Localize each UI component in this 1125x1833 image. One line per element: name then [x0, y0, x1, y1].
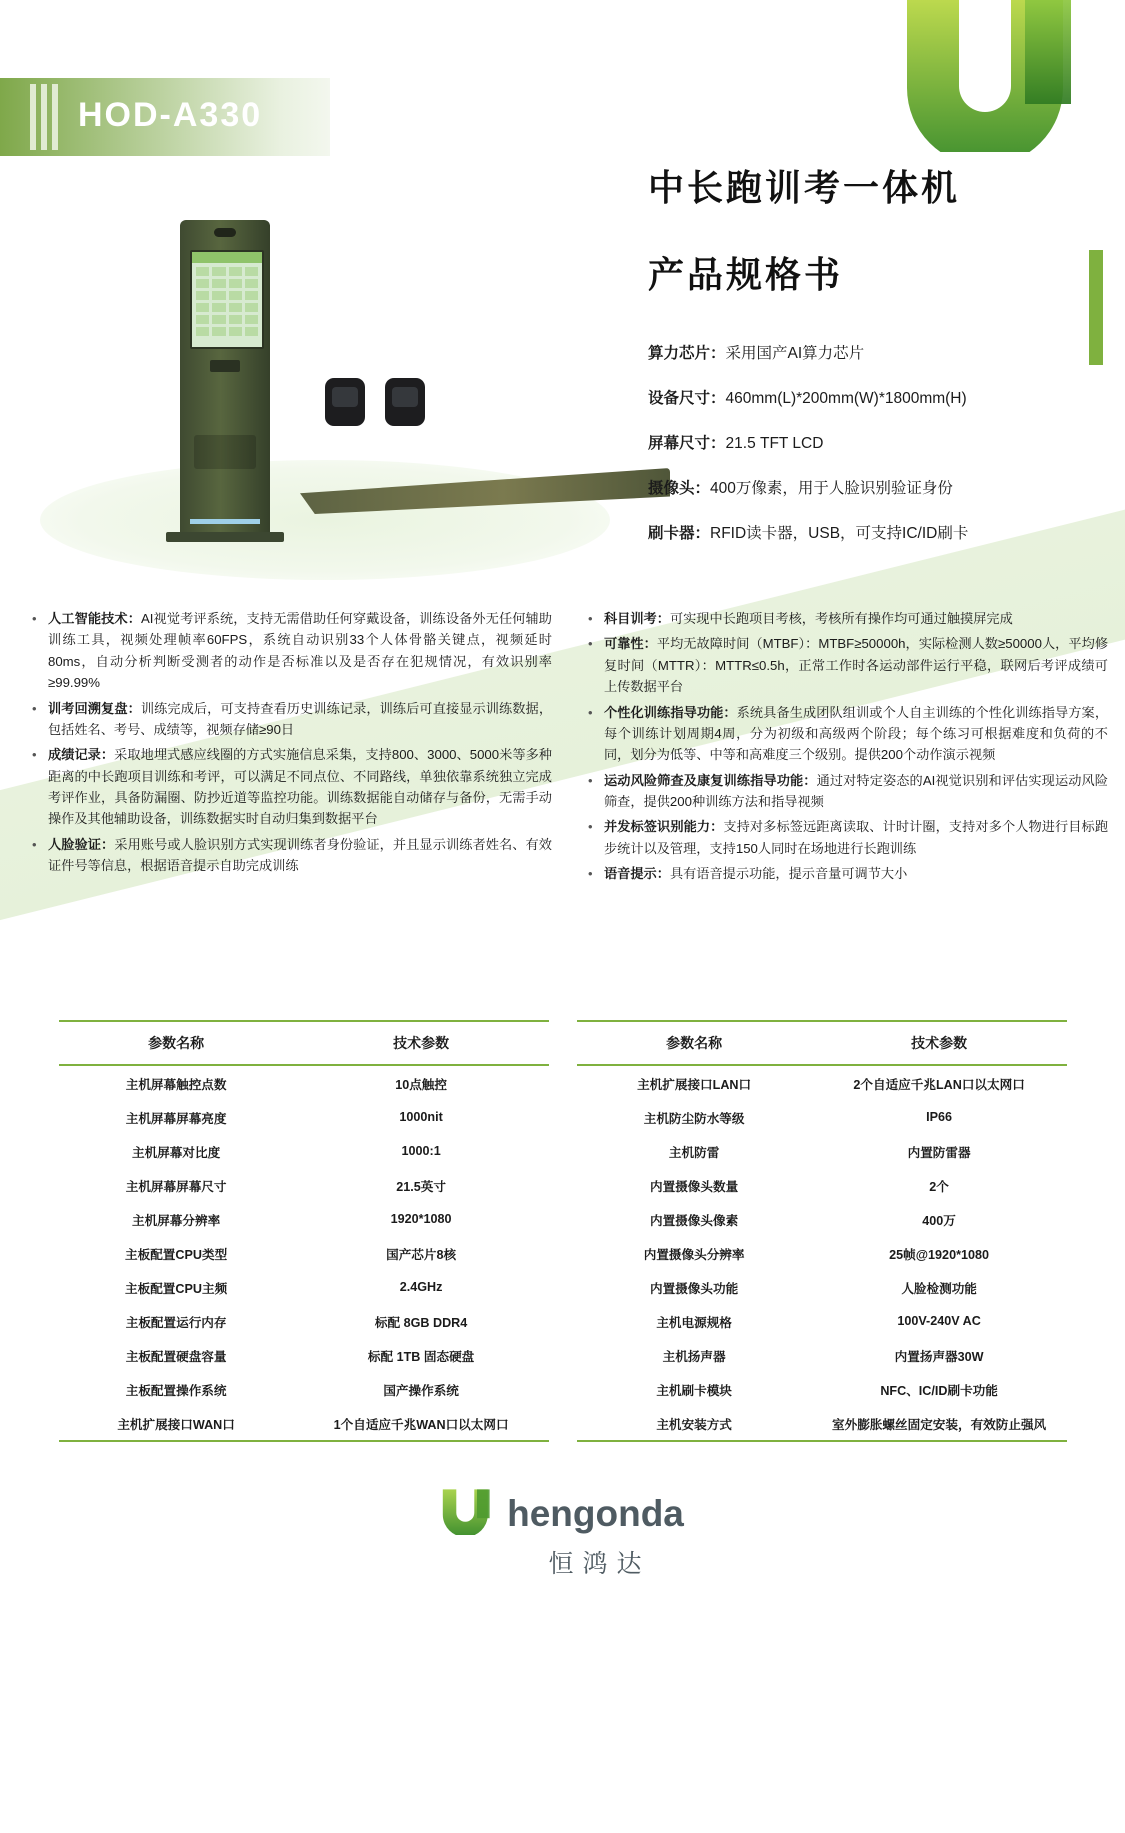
table-row	[59, 1338, 549, 1372]
feature-label: 科目训考：	[604, 611, 670, 626]
cell-name: 内置摄像头数量	[650, 1179, 739, 1194]
feature-label: 成绩记录：	[48, 747, 115, 763]
cell-name: 内置摄像头分辨率	[643, 1247, 745, 1262]
spec-item	[648, 522, 1088, 546]
feature-label: 语音提示：	[604, 866, 670, 882]
cell-value: 400万	[922, 1213, 956, 1228]
column-header-name: 参数名称	[59, 1021, 294, 1065]
table-row	[59, 1406, 549, 1441]
list-item	[32, 608, 552, 694]
bullet-icon: •	[32, 836, 37, 852]
cell-name: 内置摄像头功能	[650, 1281, 739, 1296]
spec-item-label: 刷卡器：	[648, 525, 711, 543]
feature-label: 训考回溯复盘：	[48, 700, 141, 716]
feature-text: 支持对多标签远距离读取、计时计圈，支持对多个人物进行目标跑步统计以及管理，支持150人同时在场地进行长跑训练	[604, 819, 1109, 856]
brand-name-cn: 恒鸿达	[548, 1550, 651, 1578]
feature-text: 系统具备生成团队组训或个人自主训练的个性化训练指导方案，每个训练计划周期4周，分为初级和高级两个阶段；每个练习可根据难度和负荷的不同，划分为低等、中等和高难度三个级别。提供200个动作演示视频	[604, 704, 1109, 763]
table-header-row	[577, 1021, 1067, 1065]
cell-value: 2.4GHz	[399, 1280, 443, 1294]
spec-sheet-title: 产品规格书	[648, 254, 844, 295]
table-row	[577, 1168, 1067, 1202]
cell-name: 主机屏幕屏幕亮度	[125, 1111, 227, 1126]
table-row	[59, 1134, 549, 1168]
table-header-row	[59, 1021, 549, 1065]
feature-label: 运动风险筛查及康复训练指导功能：	[604, 772, 817, 788]
table-row	[577, 1304, 1067, 1338]
bullet-icon: •	[588, 819, 593, 835]
cell-value: IP66	[926, 1110, 953, 1124]
cell-name: 主机扩展接口WAN口	[59, 1406, 294, 1441]
spec-item-value: RFID读卡器，USB，可支持IC/ID刷卡	[710, 525, 969, 543]
table-row	[59, 1236, 549, 1270]
feature-label: 个性化训练指导功能：	[604, 704, 737, 720]
bullet-icon: •	[588, 866, 593, 882]
list-item	[588, 633, 1108, 697]
list-item	[588, 770, 1108, 813]
table-row	[59, 1168, 549, 1202]
kiosk-base	[166, 532, 284, 542]
cell-name: 主机扬声器	[662, 1349, 726, 1364]
list-item	[32, 698, 552, 741]
header-stripes-decoration	[30, 84, 64, 150]
cell-value: 21.5英寸	[396, 1179, 446, 1194]
table-row	[577, 1338, 1067, 1372]
table-row	[577, 1236, 1067, 1270]
table-row	[59, 1372, 549, 1406]
cell-value: 室外膨胀螺丝固定安装，有效防止强风	[812, 1406, 1067, 1441]
cell-name: 主机刷卡模块	[656, 1383, 732, 1398]
table-row	[577, 1202, 1067, 1236]
spec-item-value: 460mm(L)*200mm(W)*1800mm(H)	[725, 390, 967, 408]
feature-label: 人脸验证：	[48, 836, 115, 852]
cell-name: 主机屏幕分辨率	[132, 1213, 221, 1228]
feature-label: 并发标签识别能力：	[604, 819, 724, 835]
cell-value: 国产操作系统	[383, 1383, 459, 1398]
kiosk-card-reader-icon	[210, 360, 240, 372]
spec-item-label: 摄像头：	[648, 480, 711, 498]
spec-item	[648, 477, 1088, 501]
cell-name: 主机扩展接口LAN口	[637, 1077, 752, 1092]
cell-value: 1000:1	[401, 1144, 441, 1158]
cell-value: NFC、IC/ID刷卡功能	[880, 1383, 998, 1398]
cell-value: 100V-240V AC	[897, 1314, 981, 1328]
list-item	[588, 863, 1108, 884]
spec-column	[648, 160, 1088, 567]
table-row	[59, 1100, 549, 1134]
table-row	[59, 1065, 549, 1100]
cell-name: 主机屏幕触控点数	[125, 1077, 227, 1092]
bullet-icon: •	[32, 611, 37, 626]
parameter-table-right	[577, 1020, 1067, 1442]
spec-item-label: 算力芯片：	[648, 345, 726, 362]
cell-name: 主机防尘防水等级	[643, 1111, 745, 1126]
cell-name: 主机电源规格	[656, 1315, 732, 1330]
feature-text: AI视觉考评系统，支持无需借助任何穿戴设备，训练设备外无任何辅助训练工具，视频处理帧率60FPS，系统自动识别33个人体骨骼关键点，视频延时80ms，自动分析判断受测者的动作是否标准以及是否存在犯规情况，有效识别率≥99.99%	[48, 611, 552, 691]
cell-name: 主板配置运行内存	[125, 1315, 227, 1330]
bullet-icon: •	[588, 636, 593, 652]
bullet-icon: •	[32, 747, 37, 763]
cell-value: 10点触控	[395, 1077, 447, 1092]
product-name-title: 中长跑训考一体机	[648, 167, 961, 208]
list-item	[588, 608, 1108, 629]
spec-item-value: 采用国产AI算力芯片	[725, 345, 865, 362]
hengonda-logo-icon	[897, 0, 1097, 152]
feature-list	[0, 608, 1125, 889]
cell-name: 主板配置CPU主频	[125, 1281, 228, 1296]
feature-text: 平均无故障时间（MTBF）：MTBF≥50000h，实际检测人数≥50000人，平均修复时间（MTTR）：MTTR≤0.5h，正常工作时各运动部件运行平稳，联网后考评成绩可上传数据平台	[604, 636, 1109, 695]
cell-value: 人脸检测功能	[901, 1281, 977, 1296]
bullet-icon: •	[32, 700, 37, 716]
column-header-value: 技术参数	[294, 1021, 549, 1065]
table-row	[59, 1270, 549, 1304]
right-accent-bar	[1089, 250, 1103, 365]
kiosk-screen	[190, 250, 264, 349]
parameter-table-left	[59, 1020, 549, 1442]
spec-item-value: 400万像素，用于人脸识别验证身份	[710, 480, 953, 498]
feature-text: 可实现中长跑项目考核，考核所有操作均可通过触摸屏完成	[669, 611, 1013, 626]
column-header-name: 参数名称	[577, 1021, 812, 1065]
feature-label: 可靠性：	[604, 636, 657, 652]
cell-value: 25帧@1920*1080	[889, 1247, 989, 1262]
column-header-value: 技术参数	[812, 1021, 1067, 1065]
list-item	[588, 702, 1108, 766]
spec-item	[648, 387, 1088, 411]
feature-text: 通过对特定姿态的AI视觉识别和评估实现运动风险筛查，提供200种训练方法和指导视频	[604, 772, 1108, 809]
kiosk-camera-icon	[214, 228, 236, 237]
wrist-band-icon	[325, 378, 365, 426]
cell-name: 主机安装方式	[577, 1406, 812, 1441]
wrist-band-icon	[385, 378, 425, 426]
spec-item	[648, 432, 1088, 456]
cell-name: 主板配置CPU类型	[125, 1247, 228, 1262]
cell-value: 1个自适应千兆WAN口以太网口	[294, 1406, 549, 1441]
feature-column-left	[18, 608, 552, 889]
page-title: HOD-A330	[78, 96, 263, 134]
cell-name: 主机屏幕屏幕尺寸	[125, 1179, 227, 1194]
cell-name: 主板配置硬盘容量	[125, 1349, 227, 1364]
cell-name: 主机屏幕对比度	[132, 1145, 221, 1160]
table-row	[59, 1202, 549, 1236]
table-row	[577, 1270, 1067, 1304]
spec-item-value: 21.5 TFT LCD	[725, 435, 824, 453]
bullet-icon: •	[588, 611, 593, 626]
cell-value: 标配 1TB 固态硬盘	[367, 1349, 475, 1364]
table-row	[577, 1100, 1067, 1134]
feature-text: 采取地埋式感应线圈的方式实施信息采集，支持800、3000、5000米等多种距离的中长跑项目训练和考评，可以满足不同点位、不同路线，单独依靠系统独立完成考评作业，具备防漏圈、防抄近道等监控功能。训练数据能自动储存与备份，无需手动操作及其他辅助设备，训练数据实时自动归集到数据平台	[48, 747, 552, 827]
cell-value: 1920*1080	[390, 1212, 452, 1226]
cell-name: 主机防雷	[668, 1145, 720, 1160]
product-illustration	[0, 180, 640, 600]
feature-label: 人工智能技术：	[48, 611, 141, 626]
kiosk-vent	[194, 435, 256, 469]
brand-name-en: hengonda	[507, 1492, 684, 1534]
bullet-icon: •	[588, 704, 593, 720]
parameter-tables	[0, 1020, 1125, 1442]
table-row	[59, 1304, 549, 1338]
footer	[0, 1487, 1125, 1580]
cell-value: 内置扬声器30W	[894, 1349, 984, 1364]
list-item	[32, 744, 552, 830]
feature-text: 具有语音提示功能，提示音量可调节大小	[669, 866, 908, 882]
hengonda-logo-icon	[441, 1487, 495, 1540]
cell-value: 2个	[929, 1179, 949, 1194]
spec-item-label: 设备尺寸：	[648, 390, 726, 408]
table-row	[577, 1406, 1067, 1441]
table-row	[577, 1065, 1067, 1100]
list-item	[588, 816, 1108, 859]
spec-item-label: 屏幕尺寸：	[648, 435, 726, 453]
table-row	[577, 1372, 1067, 1406]
cell-name: 主板配置操作系统	[125, 1383, 227, 1398]
bullet-icon: •	[588, 772, 593, 788]
cell-value: 国产芯片8核	[386, 1247, 457, 1262]
kiosk-light-strip	[190, 519, 260, 524]
cell-name: 内置摄像头像素	[650, 1213, 739, 1228]
kiosk-body-icon	[180, 220, 270, 540]
table-row	[577, 1134, 1067, 1168]
list-item	[32, 834, 552, 877]
feature-text: 训练完成后，可支持查看历史训练记录，训练后可直接显示训练数据，包括姓名、考号、成绩等，视频存储≥90日	[48, 700, 553, 737]
cell-value: 内置防雷器	[907, 1145, 971, 1160]
cell-value: 1000nit	[399, 1110, 443, 1124]
feature-column-right	[574, 608, 1108, 889]
cell-value: 2个自适应千兆LAN口以太网口	[853, 1077, 1025, 1092]
feature-text: 采用账号或人脸识别方式实现训练者身份验证，并且显示训练者姓名、有效证件号等信息，根据语音提示自助完成训练	[48, 836, 552, 874]
spec-item	[648, 342, 1088, 366]
cell-value: 标配 8GB DDR4	[374, 1315, 468, 1330]
